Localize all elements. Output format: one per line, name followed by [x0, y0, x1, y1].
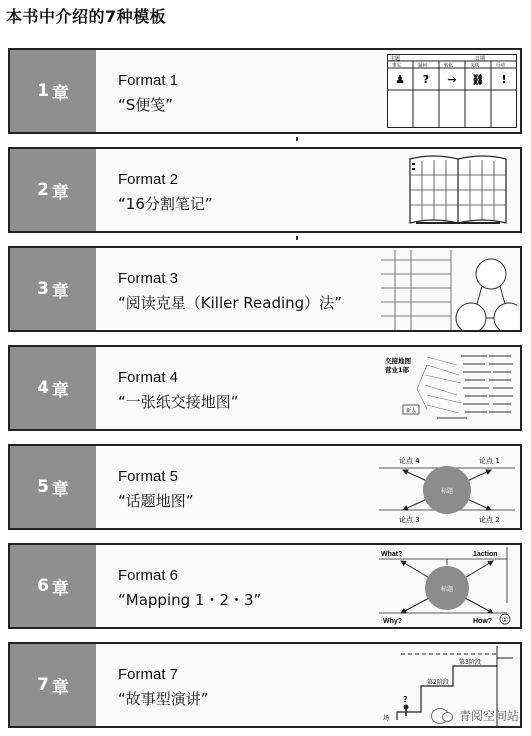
presenter-figure	[404, 705, 409, 710]
template-name: “故事型演讲”	[118, 690, 209, 708]
col-label: 行动	[496, 63, 505, 69]
col-label: 关联	[470, 63, 479, 69]
chapter-badge	[10, 248, 96, 330]
chapter-suffix: 章	[51, 83, 69, 104]
point-1-label: 论点 1	[479, 457, 500, 465]
chapter-number: 6	[37, 576, 49, 596]
chapter-suffix: 章	[51, 479, 69, 500]
chapter-number: 7	[37, 675, 49, 695]
map-title-line2: 营业1部	[385, 366, 410, 374]
separator-tick	[296, 236, 298, 240]
stage-3-label: 第3阶段	[459, 659, 481, 666]
chapter-row-2	[8, 147, 522, 233]
chapter-row-5	[8, 444, 522, 530]
chapter-suffix: 章	[51, 380, 69, 401]
link-icon: ⛓	[471, 75, 485, 86]
stage-1-label: 场	[383, 715, 390, 722]
col-label: 疑问	[418, 63, 427, 69]
template-name: “S便笺”	[118, 96, 174, 114]
question-icon: ?	[422, 73, 430, 86]
format-label: Format 2	[118, 171, 179, 188]
handover-map-thumbnail	[377, 351, 517, 425]
notebook-16-grid-thumbnail	[408, 153, 508, 227]
question-mark: ?	[403, 695, 408, 704]
chapter-number: 3	[37, 279, 49, 299]
date-label: 日期	[475, 56, 486, 62]
subject-label: 主题	[390, 56, 401, 62]
stage-2-label: 第2阶段	[427, 679, 449, 686]
point-2-label: 论点 2	[479, 516, 500, 524]
chapter-badge	[10, 644, 96, 726]
how-label: How?	[473, 618, 493, 625]
what-label: What?	[381, 551, 403, 558]
chapter-badge	[10, 347, 96, 429]
chapter-number: 4	[37, 378, 49, 398]
watermark	[431, 707, 519, 724]
map-title-line1: 交接地图	[385, 357, 411, 365]
template-name: “16分割笔记”	[118, 195, 213, 213]
col-label: 转化	[444, 63, 453, 69]
mapping-123-thumbnail	[377, 547, 517, 627]
watermark-text: 青阅空间站	[458, 709, 519, 723]
chapter-badge	[10, 545, 96, 627]
template-name: “Mapping 1・2・3”	[118, 591, 262, 609]
format-label: Format 5	[118, 468, 179, 485]
format-label: Format 1	[118, 72, 179, 89]
chapter-suffix: 章	[51, 578, 69, 599]
format-label: Format 6	[118, 567, 179, 584]
col-label: 事实	[392, 63, 401, 69]
chapter-row-1	[8, 48, 522, 134]
format-label: Format 4	[118, 369, 179, 386]
mapping-center: 标题	[440, 586, 454, 593]
chapter-badge	[10, 446, 96, 528]
separator-tick	[296, 137, 298, 141]
template-name: “一张纸交接地图”	[118, 393, 239, 411]
step-circle: ①	[501, 616, 509, 624]
chapter-number: 2	[37, 180, 49, 200]
chapter-row-6	[8, 543, 522, 629]
chat-bubble-icon	[431, 708, 449, 724]
chapter-row-3	[8, 246, 522, 332]
format-label: Format 7	[118, 666, 179, 683]
chapter-badge	[10, 50, 96, 132]
killer-reading-thumbnail	[381, 250, 517, 330]
chapter-number: 5	[37, 477, 49, 497]
why-label: Why?	[383, 618, 403, 625]
page-title: 本书中介绍的7种模板	[6, 7, 167, 26]
chapter-number: 1	[37, 81, 49, 101]
action-label: 1action	[473, 551, 498, 558]
chapter-suffix: 章	[51, 677, 69, 698]
arrow-icon: →	[447, 73, 457, 86]
chapter-badge	[10, 149, 96, 231]
chapter-suffix: 章	[51, 182, 69, 203]
point-3-label: 论点 3	[399, 516, 420, 524]
exclamation-icon: !	[501, 73, 507, 86]
point-4-label: 论点 4	[399, 457, 420, 465]
person-icon: ♟	[395, 73, 405, 86]
format-label: Format 3	[118, 270, 179, 287]
template-name: “话题地图”	[118, 492, 194, 510]
chapter-suffix: 章	[51, 281, 69, 302]
s-note-thumbnail	[387, 54, 517, 128]
chapter-row-4	[8, 345, 522, 431]
map-tag: 新人	[405, 408, 417, 414]
topic-center: 标题	[440, 488, 454, 495]
topic-map-thumbnail	[377, 448, 517, 528]
template-name: “阅读克星（Killer Reading）法”	[118, 294, 342, 312]
